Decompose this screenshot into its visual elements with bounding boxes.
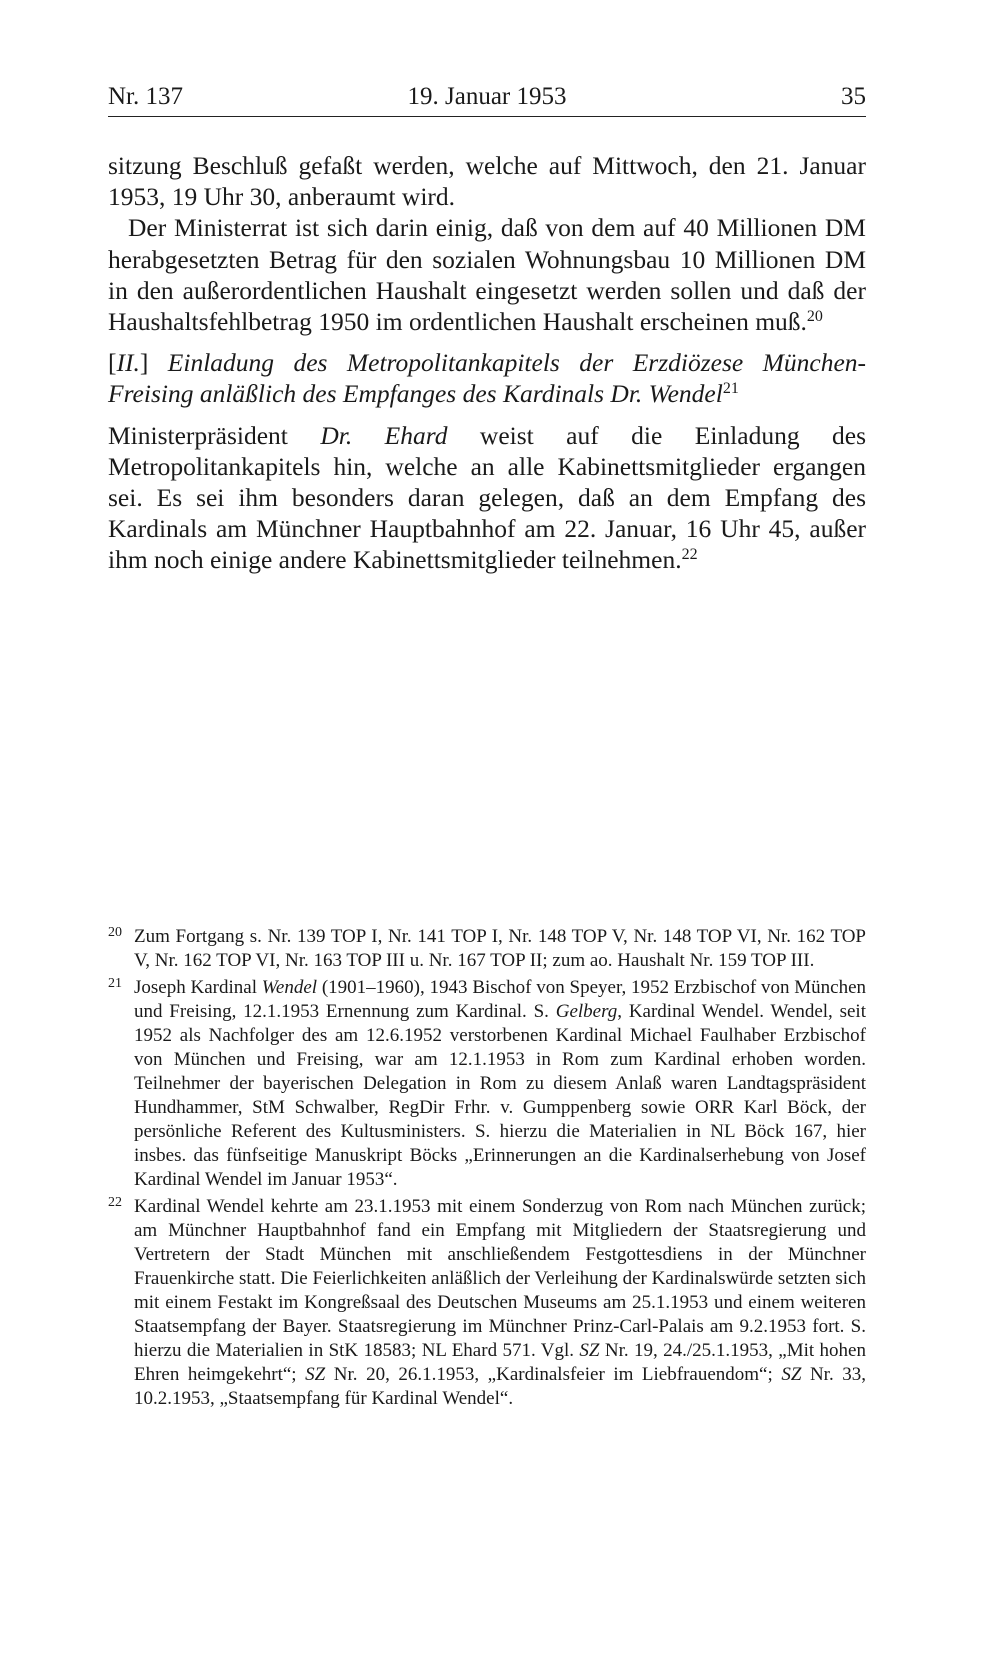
footnote-ref-20[interactable]: 20 xyxy=(806,308,823,326)
paragraph-ministerrat: Der Ministerrat ist sich darin einig, daß von dem auf 40 Millionen DM herabgesetzten Betrag für den sozialen Wohnungsbau 10 Millionen DM in den außerordentlichen Haushalt eingesetzt werden sollen und daß der Haushaltsfehlbetrag 1950 im ordentlichen Haushalt erscheinen muß.$^{20}$ xyxy=(108,213,866,337)
footnote-21: 21 Joseph Kardinal Wendel (1901–1960), 1943 Bischof von Speyer, 1952 Erzbischof von München und Freising, 12.1.1953 Ernennung zum Kardinal. S. Gelberg, Kardinal Wendel. Wendel, seit 1952 als Nachfolger des am 12.6.1952 verstorbenen Kardinal Michael Faulhaber Erzbischof von München und Freising, war am 12.1.1953 in Rom zum Kardinal erhoben worden. Teilnehmer der bayerischen Delegation in Rom zu diesem Anlaß waren Landtagspräsident Hundhammer, StM Schwalber, RegDir Frhr. v. Gumppenberg sowie ORR Karl Böck, der persönliche Referent des Kultusministers. S. hierzu die Materialien in NL Böck 167, hier insbes. das fünfseitige Manuskript Böcks „Erinnerungen an die Kardinalserhebung von Josef Kardinal Wendel im Januar 1953“. xyxy=(108,976,866,1192)
paragraph-ehard: Ministerpräsident Dr. Ehard weist auf die Einladung des Metropolitankapitels hin, welche an alle Kabinettsmitglieder ergangen sei. Es sei ihm besonders daran gelegen, daß an dem Empfang des Kardinals am Münchner Hauptbahnhof am 22. Januar, 16 Uhr 45, außer ihm noch einige andere Kabinettsmitglieder teilnehmen.$^{22}$ xyxy=(108,420,866,575)
running-header xyxy=(108,80,866,117)
footnote-number: 20 xyxy=(108,925,122,940)
footnote-ref-21[interactable]: 21 xyxy=(722,380,739,398)
document-number: Nr. 137 xyxy=(108,83,183,110)
page-number: 35 xyxy=(841,83,866,110)
footnote-text: Zum Fortgang s. Nr. 139 TOP I, Nr. 141 TOP I, Nr. 148 TOP V, Nr. 148 TOP VI, Nr. 162 TOP V, Nr. 162 TOP VI, Nr. 163 TOP III u. Nr. 167 TOP II; zum ao. Haushalt Nr. 159 TOP III. xyxy=(134,926,866,971)
header-date: 19. Januar 1953 xyxy=(407,83,567,110)
footnote-ref-22[interactable]: 22 xyxy=(681,546,698,564)
footnote-number: 22 xyxy=(108,1195,122,1210)
footnotes xyxy=(108,925,866,1414)
footnote-20 xyxy=(108,925,866,973)
agenda-item-heading: [II.] Einladung des Metropolitankapitels der Erzdiözese München-Freising anläßlich des Empfanges des Kardinals Dr. Wendel$^{21}$ xyxy=(108,348,866,409)
person-name: Dr. Ehard xyxy=(320,420,448,450)
agenda-item-number: II. xyxy=(116,348,140,378)
footnote-22: 22 Kardinal Wendel kehrte am 23.1.1953 mit einem Sonderzug von Rom nach München zurück; am Münchner Hauptbahnhof fand ein Empfang mit Mitgliedern der Staatsregierung und Vertretern der Stadt München mit anschließendem Festgottesdiens in der Münchner Frauenkirche statt. Die Feierlichkeiten anläßlich der Verleihung der Kardinalswürde setzten sich mit einem Festakt im Kongreßsaal des Deutschen Museums am 25.1.1953 und einem weiteren Staatsempfang der Bayer. Staatsregierung im Münchner Prinz-Carl-Palais am 9.2.1953 fort. S. hierzu die Materialien in StK 18583; NL Ehard 571. Vgl. SZ Nr. 19, 24./25.1.1953, „Mit hohen Ehren heimgekehrt“; SZ Nr. 20, 26.1.1953, „Kardinalsfeier im Liebfrauendom“; SZ Nr. 33, 10.2.1953, „Staatsempfang für Kardinal Wendel“. xyxy=(108,1195,866,1411)
main-text xyxy=(108,150,866,576)
agenda-item-title: Einladung des Metropolitankapitels der Erzdiözese München-Freising anläßlich des Empfanges des Kardinals Dr. Wendel xyxy=(108,348,866,409)
footnote-number: 21 xyxy=(108,976,122,991)
paragraph-continuation: sitzung Beschluß gefaßt werden, welche auf Mittwoch, den 21. Januar 1953, 19 Uhr 30, anberaumt wird. xyxy=(108,151,866,212)
